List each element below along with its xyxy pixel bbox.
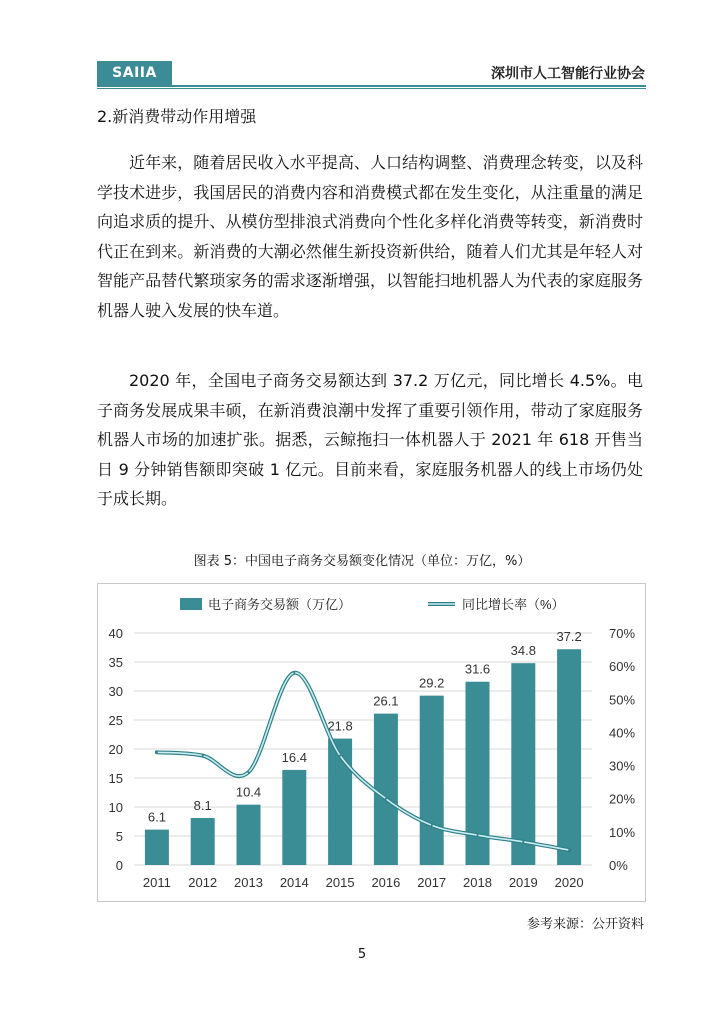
growth-point-2014 [293, 672, 295, 674]
bar-value-label: 6.1 [147, 809, 166, 825]
paragraph-1: 近年来，随着居民收入水平提高、人口结构调整、消费理念转变，以及科学技术进步，我国居民的消费内容和消费模式都在发生变化，从注重量的满足向追求质的提升、从模仿型排浪式消费向个性化多样化消费等转变，新消费时代正在到来。新消费的大潮必然催生新投资新供给，随着人们尤其是年轻人对智能产品替代繁琐家务的需求逐渐增强，以智能扫地机器人为代表的家庭服务机器人驶入发展的快车道。 [97, 153, 643, 320]
growth-point-2016 [385, 798, 387, 800]
bar-2017 [420, 696, 444, 865]
bar-value-label: 37.2 [556, 629, 582, 645]
y-right-tick-label: 40% [609, 725, 636, 741]
y-left-tick-label: 30 [108, 684, 123, 699]
x-tick-label: 2016 [371, 875, 401, 890]
bar-value-label: 21.8 [327, 718, 353, 734]
bar-value-label: 29.2 [419, 675, 445, 691]
header-rule [97, 85, 646, 87]
bar-2012 [191, 818, 215, 865]
bar-2016 [374, 714, 398, 865]
growth-point-2011 [156, 751, 158, 753]
growth-point-2017 [431, 824, 433, 826]
y-right-tick-label: 20% [609, 791, 636, 807]
y-left-tick-label: 10 [108, 800, 123, 815]
y-right-tick-label: 60% [609, 659, 636, 675]
x-tick-label: 2014 [279, 875, 309, 890]
growth-point-2020 [568, 849, 570, 851]
x-tick-label: 2013 [234, 875, 263, 890]
growth-point-2015 [339, 755, 341, 757]
bar-2013 [237, 805, 261, 865]
bar-2019 [511, 663, 535, 865]
y-left-tick-label: 15 [108, 771, 123, 786]
bar-value-label: 26.1 [373, 693, 399, 709]
bar-2014 [282, 770, 306, 865]
growth-point-2013 [248, 771, 250, 773]
source-note: 参考来源：公开资料 [526, 917, 644, 932]
page-number: 5 [357, 947, 367, 962]
x-tick-label: 2019 [508, 875, 538, 890]
y-left-tick-label: 35 [108, 655, 123, 670]
x-tick-label: 2011 [142, 875, 171, 890]
y-right-tick-label: 70% [609, 626, 636, 641]
growth-point-2018 [477, 834, 479, 836]
y-right-tick-label: 0% [609, 858, 628, 873]
y-right-tick-label: 10% [609, 824, 636, 840]
x-tick-label: 2012 [188, 875, 218, 890]
y-left-tick-label: 25 [108, 713, 123, 728]
legend-label-line: 同比增长率（%） [462, 597, 565, 612]
x-tick-label: 2017 [417, 875, 447, 890]
x-tick-label: 2020 [554, 875, 584, 890]
x-tick-label: 2018 [463, 875, 492, 890]
x-tick-label: 2015 [325, 875, 355, 890]
brand-badge: SAIIA [97, 61, 172, 85]
y-right-tick-label: 50% [609, 692, 636, 708]
y-left-tick-label: 40 [108, 626, 123, 641]
legend-label-bar: 电子商务交易额（万亿） [208, 597, 352, 612]
bar-2020 [557, 649, 581, 865]
y-right-tick-label: 30% [609, 758, 636, 774]
bar-value-label: 31.6 [464, 661, 491, 677]
y-left-tick-label: 20 [108, 742, 123, 757]
y-left-tick-label: 5 [115, 829, 123, 844]
bar-value-label: 16.4 [281, 749, 307, 765]
section-heading: 2.新消费带动作用增强 [97, 107, 257, 126]
paragraph-2: 2020 年，全国电子商务交易额达到 37.2 万亿元，同比增长 4.5%。电子商务发展成果丰硕，在新消费浪潮中发挥了重要引领作用，带动了家庭服务机器人市场的加速扩张。据悉，云鲸拖扫一体机器人于 2021 年 618 开售当日 9 分钟销售额即突破 1 亿元。目前来看，家庭服务机器人的线上市场仍处于成长期。 [97, 371, 643, 508]
bar-value-label: 10.4 [235, 784, 262, 800]
legend-swatch-bar [180, 598, 202, 610]
growth-point-2019 [522, 841, 524, 843]
figure-caption: 图表 5：中国电子商务交易额变化情况（单位：万亿，%） [193, 554, 531, 569]
bar-2011 [145, 830, 169, 865]
growth-line-outline [157, 673, 569, 850]
organization-name: 深圳市人工智能行业协会 [491, 66, 645, 82]
ecommerce-chart [98, 584, 645, 901]
y-left-tick-label: 0 [115, 858, 123, 873]
growth-point-2012 [202, 755, 204, 757]
header-rule-thin [97, 88, 646, 89]
bar-value-label: 8.1 [193, 798, 212, 814]
growth-line [157, 673, 569, 850]
chart-container [97, 583, 646, 902]
bar-value-label: 34.8 [510, 643, 536, 659]
